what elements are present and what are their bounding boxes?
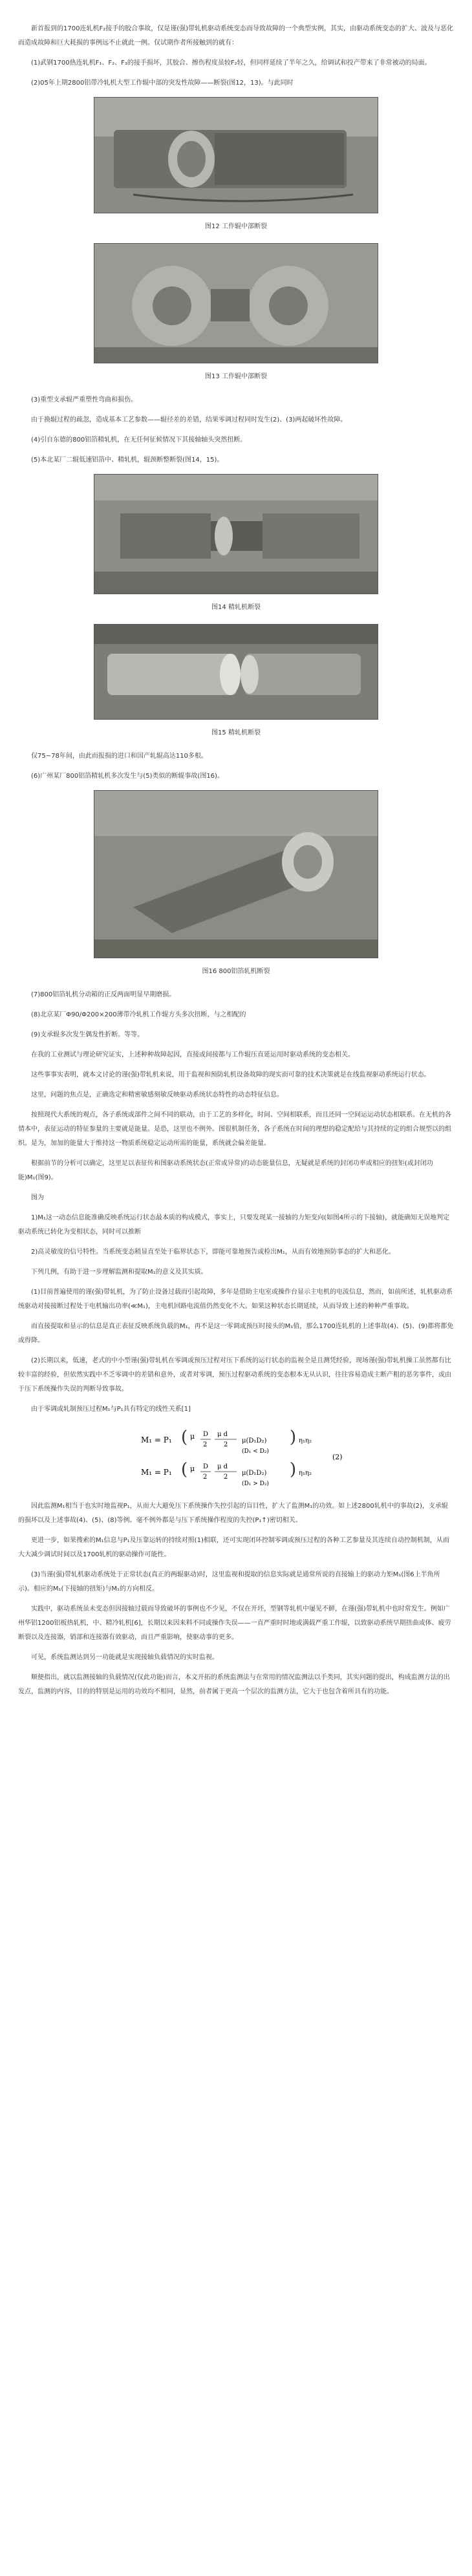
eq-muD-2: μ(D₁D₂) xyxy=(242,1470,267,1477)
paragraph: 由于零调或轧制预压过程M₁与P₁具有特定的线性关系[1] xyxy=(31,1406,191,1413)
eq-mu-d: μ d xyxy=(217,1431,228,1438)
roll-photo-illustration xyxy=(94,625,378,720)
figure-caption: 图16 800铝箔轧机断裂 xyxy=(202,968,270,975)
paragraph: (9)支承辊多次发生偶发性折断。等等。 xyxy=(31,1031,144,1038)
eq-eta: η₁η₂ xyxy=(299,1437,312,1444)
eq-cond-2: (D₁ > D₂) xyxy=(242,1481,269,1487)
paragraph: 可见，系统监测达到另一功能就是实现接轴负载情况的实时监视。 xyxy=(31,1654,219,1661)
paragraph: 下列几例，有助于进一步理解监测和提取M₁的意义及其实质。 xyxy=(31,1269,208,1276)
roll-photo-illustration xyxy=(94,791,378,958)
figure-caption: 图14 精轧机断裂 xyxy=(211,604,261,611)
paragraph: (2)05年上期2800铝带冷轧机大型工作辊中部的突发性故障——断裂(图12，13)。与此同时 xyxy=(31,80,294,87)
svg-text:(: ( xyxy=(181,1460,188,1479)
roll-photo-illustration xyxy=(94,244,378,363)
paragraph: 2)高灵敏度的信号特性。当系统变态稍显直至处于临界状态下，即能可靠地预告或检出M₁，从而有效地预防事态的扩大和恶化。 xyxy=(31,1249,395,1256)
paragraph: 由于换辊过程的疏忽，造成基本工艺参数——辊径差的差错，结果零调过程同时发生(2)、(3)两起破坏性故障。 xyxy=(31,416,347,424)
eq-D: D xyxy=(203,1431,209,1438)
svg-text:(: ( xyxy=(181,1428,188,1447)
paragraph: 图为 xyxy=(31,1194,44,1201)
photo-finishing-mill-fracture-15 xyxy=(94,624,378,720)
photo-finishing-mill-fracture-14 xyxy=(94,474,378,594)
photo-foil-mill-fracture-16 xyxy=(94,790,378,958)
paragraph: (7)800铝箔轧机分动箱的正反两面明显早期磨损。 xyxy=(31,991,176,998)
figure-caption: 图13 工作辊中部断裂 xyxy=(205,373,267,380)
equation-2 xyxy=(141,1423,354,1490)
eq-two-b-2: 2 xyxy=(224,1474,228,1481)
equation-lhs: M₁ = P₁ xyxy=(141,1435,172,1444)
photo-work-roll-fracture-13 xyxy=(94,243,378,363)
section-e xyxy=(18,1211,454,1417)
figure-13 xyxy=(18,243,454,384)
paragraph: 而直接提取和显示的信息是真正表征反映系统负载的M₁，再不是这一零调或预压时接头的M₁值，那么1700连轧机的上述事故(4)、(5)、(9)都将都免或得降。 xyxy=(18,1323,454,1344)
paragraph: (6)广州某厂800铝箔精轧机多次发生与(5)类似的断辊事故(图16)。 xyxy=(31,773,224,780)
section-f xyxy=(18,1499,454,1699)
eq-mu-d-2: μ d xyxy=(217,1463,228,1470)
paragraph: 新首报到的1700连轧机F₂接手的胶合事故，仅是谨(强)带轧机驱动系统变态而导致故障的一个典型实例，其实，由驱动系统变态的扩大、波及与恶化而造成故障和巨大耗损的事例远不止就此一例。仅试期作者所接触到的就有： xyxy=(18,25,454,47)
paragraph: (1)目前普遍使用的谨(强)带轧机，为了防止设备过载而引起故障，多年是借助主电室或操作台显示主电机的电流信息，然而，如前所述，轧机驱动系统驱动对接接断过程处于电机输出功率(≪M₁)，主电机回路电流值仍然变化不大。如果这种状态长期延续，从而导致上述的种种严重事故。 xyxy=(18,1289,453,1310)
paragraph: 仅75~78年间，由此而报损的进口和国产轧辊高达110多根。 xyxy=(31,753,208,760)
section-c xyxy=(18,749,454,784)
eq-two-b: 2 xyxy=(224,1441,228,1448)
eq-mu-2: μ xyxy=(190,1465,195,1473)
equation-lhs-2: M₁ = P₁ xyxy=(141,1468,172,1477)
paragraph: (8)北京某厂Φ90/Φ200×200薄带冷轧机工作辊方头多次扭断，与之相配的 xyxy=(31,1011,246,1018)
paragraph: 根据前节的分析可以确定，这里足以表征传和图驱动系统状态(正常或异常)的动态能量信息，无疑就是系统的封闭功率或相应的扭矩(或封闭功能)M₁(图9)。 xyxy=(18,1160,433,1181)
roll-photo-illustration xyxy=(94,475,378,594)
paragraph: (4)引自东德的800铝箔精轧机，在无任何征候情况下其接轴轴头突然扭断。 xyxy=(31,436,247,444)
paragraph: (5)本北某厂二辊低速铝箔中、精轧机，辊颈断整断裂(图14，15)。 xyxy=(31,456,224,464)
paragraph: (1)武钢1700热连轧机F₁、F₂、F₃的接手损坏，其胶合、擦伤程度虽较F₂轻，但同样延续了半年之久，给调试和投产带来了非常被动的局面。 xyxy=(31,59,431,67)
equation-number: (2) xyxy=(332,1453,343,1461)
eq-muD: μ(D₁D₂) xyxy=(242,1437,267,1444)
eq-mu: μ xyxy=(190,1432,195,1441)
paragraph: 这里，问题的焦点是，正确选定和精密敏感刻敏反映驱动系统状态特性的动态特征信息。 xyxy=(31,1091,283,1099)
paragraph: (3)重型支承辊严重塑性弯曲和损伤。 xyxy=(31,396,138,403)
section-b xyxy=(18,393,454,467)
eq-D-2: D xyxy=(203,1463,209,1470)
svg-text:): ) xyxy=(290,1428,297,1447)
figure-caption: 图15 精轧机断裂 xyxy=(211,729,261,736)
figure-15 xyxy=(18,624,454,740)
paragraph: 顺便指出，就以监测接轴的负载情况(仅此功能)而言，本文开拓的系统监测法与在常用的情况监测法以手类同，其实问题的提出，构成监测方法的出发点，监测的内容，目的的特别是运用的功效均不相同，显然，前者属于更高一个层次的监测方法，它大于也包含着所具有的功能。 xyxy=(18,1674,450,1695)
paragraph: 因此监测M₁相当于也实时地监视P₁，从而大大避免压下系统操作失控引起的盲目性，扩大了监测M₁的功效。如上述2800轧机中的事故(2)，支承辊的损坏以及上述事故(4)、(5)、(8)等例。毫不例外都是与压下系统操作程度的失控(P₁↑)密切相关。 xyxy=(18,1503,448,1524)
paragraph: 在我的工业测试与理论研究证实，上述种种故障起因，直接或间接都与工作辊压直延运用时驱动系统的变态相关。 xyxy=(31,1051,354,1058)
paragraph: 1)M₁这一动态信息能准确反映系统运行状态最本质的构成模式，事实上，只要发现某一接轴的力矩变向(如图4所示的下接轴)，就能确知无误地判定驱动系统已转化为变相状态，同时可以推断 xyxy=(18,1214,450,1236)
section-d xyxy=(18,988,454,1205)
paragraph: (2)长期以来，低速，老式的中小型谨(强)带轧机在零调或预压过程对压下系统的运行状态的监视全是且测凭经验，现场谨(强)带轧机操工虽然都有比较丰富的经验，但依然实践中不乏零调中的差错和意外，或者对零调，预压过程驱动系统的变态根本无从认识，往往容易造成主断产粗的恶劣事件，或由于压下系统操作失误的判断导致事故。 xyxy=(18,1357,451,1393)
photo-work-roll-fracture-12 xyxy=(94,97,378,213)
paragraph: 更进一步，如果搜索的M₁信息与P₁及压靠运转的持续对照(1)相联，还可实现闭环控制零调或预压过程的各种工艺参量及其连续自动控制机制，从而大大减少调试时间以及1700轧机的驱动操作可能性。 xyxy=(18,1537,449,1558)
eq-eta-2: η₁η₂ xyxy=(299,1470,312,1477)
paragraph: 实践中，驱动系统虽未变态但因接轴过载而导致破坏的事例也不少见，不仅在开坯，型钢等轧机中屡见不鲜，在谨(强)带轧机中也时常发生。例如广州华铝1200铝板热轧机，中、精冷轧机[6]，长期以来因来料不同或操作失误——一直严重时时地或满载严重工作辊，以致驱动系统早期扭曲或体、疲劳断裂以及连接器，销部和连接器有效驱动，而且严重影响，使驱动事的更多。 xyxy=(18,1605,451,1641)
paragraph: 这些事事实表明，就本文讨论的谨(强)带轧机来说，用于监视和预防轧机设备故障的现实而可靠的技术决策就是在线监视驱动系统运行状态。 xyxy=(31,1071,431,1079)
eq-two-2: 2 xyxy=(203,1474,208,1481)
svg-text:): ) xyxy=(290,1460,297,1479)
paragraph: (3)当谨(强)带轧机驱动系统处于正常状态(真正的两辊驱动)时，这里监视和提取的信息实际就是通常所说的直接输上的驱动力矩M₁(图6上半角所示)。相应的M₁(下接轴的扭矩)与M₁的方向相反。 xyxy=(18,1571,440,1593)
roll-photo-illustration xyxy=(94,98,378,213)
figure-caption: 图12 工作辊中部断裂 xyxy=(205,223,267,230)
eq-cond-1: (D₁ < D₂) xyxy=(242,1448,269,1455)
equation-graphic xyxy=(141,1423,354,1490)
paragraph: 按照现代大系统的观点，各子系统或部件之间不同的联动，由于工艺的多样化，时间、空间相联系，而且还同一空间运运动状态相联系。在无机的各情本中，表征运动的特征参量的主要就是能量。是恐，这里也不例外。图很机制任务，各子系统在时间的理想的稳定配给与其持续的定的组合规型以的组织。是为，加加的能量大于维持这一物质系统稳定运动所需的能量，系统就会偏差能量。 xyxy=(18,1111,451,1147)
figure-12 xyxy=(18,97,454,234)
figure-14 xyxy=(18,474,454,615)
eq-two: 2 xyxy=(203,1441,208,1448)
section-a xyxy=(18,22,454,91)
figure-16 xyxy=(18,790,454,979)
